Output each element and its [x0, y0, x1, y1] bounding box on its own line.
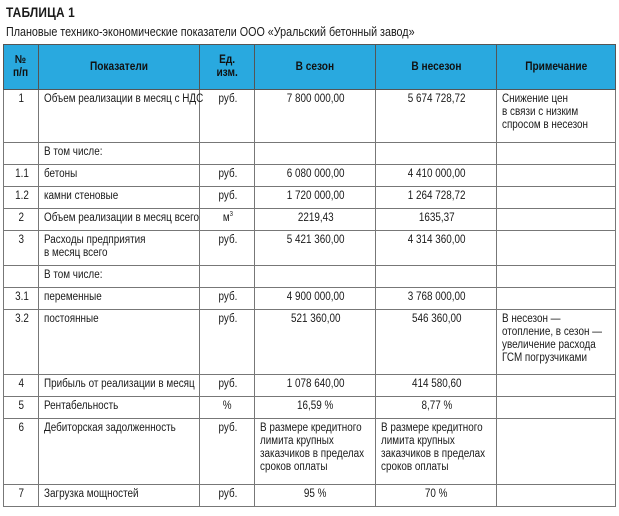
table-row — [4, 143, 616, 165]
row-season: 1 078 640,00 — [255, 375, 376, 397]
row-unit: руб. — [200, 485, 255, 507]
table-row — [4, 209, 616, 231]
row-num: 1.1 — [4, 165, 39, 187]
row-num: 6 — [4, 419, 39, 485]
table-row — [4, 288, 616, 310]
header-indicator: Показатели — [39, 45, 200, 90]
row-indicator: переменные — [39, 288, 200, 310]
row-num — [4, 143, 39, 165]
row-offseason: 1635,37 — [376, 209, 497, 231]
row-unit — [200, 266, 255, 288]
row-note — [497, 209, 616, 231]
row-offseason: В размере кредитного лимита крупных заказчиков в пределах сроков оплаты — [376, 419, 497, 485]
row-note — [497, 143, 616, 165]
row-season: 521 360,00 — [255, 310, 376, 375]
row-num: 3.2 — [4, 310, 39, 375]
row-unit: $м^3$ — [200, 209, 255, 231]
row-note — [497, 288, 616, 310]
row-num: 1 — [4, 90, 39, 143]
row-offseason: 3 768 000,00 — [376, 288, 497, 310]
row-unit: руб. — [200, 375, 255, 397]
row-note: В несезон — отопление, в сезон — увеличение расхода ГСМ погрузчиками — [497, 310, 616, 375]
row-indicator: Прибыль от реализации в месяц — [39, 375, 200, 397]
table-title: ТАБЛИЦА 1 — [6, 5, 75, 20]
row-offseason: 5 674 728,72 — [376, 90, 497, 143]
row-season: 6 080 000,00 — [255, 165, 376, 187]
row-indicator: Загрузка мощностей — [39, 485, 200, 507]
table-row — [4, 397, 616, 419]
row-unit: руб. — [200, 187, 255, 209]
row-offseason: 8,77 % — [376, 397, 497, 419]
header-season: В сезон — [255, 45, 376, 90]
header-note: Примечание — [497, 45, 616, 90]
row-season: 16,59 % — [255, 397, 376, 419]
table-row — [4, 90, 616, 143]
row-num: 5 — [4, 397, 39, 419]
row-indicator: Объем реализации в месяц всего — [39, 209, 200, 231]
row-season: В размере кредитного лимита крупных заказчиков в пределах сроков оплаты — [255, 419, 376, 485]
row-note — [497, 231, 616, 266]
row-indicator: Объем реализации в месяц с НДС — [39, 90, 200, 143]
row-unit: руб. — [200, 231, 255, 266]
row-num: 3.1 — [4, 288, 39, 310]
row-indicator: постоянные — [39, 310, 200, 375]
row-offseason: 414 580,60 — [376, 375, 497, 397]
table-row — [4, 485, 616, 507]
row-season: 4 900 000,00 — [255, 288, 376, 310]
row-indicator: Рентабельность — [39, 397, 200, 419]
row-unit: руб. — [200, 90, 255, 143]
header-row — [4, 45, 616, 90]
row-offseason — [376, 143, 497, 165]
row-unit: % — [200, 397, 255, 419]
row-note — [497, 187, 616, 209]
row-indicator: камни стеновые — [39, 187, 200, 209]
row-unit — [200, 143, 255, 165]
indicators-table — [3, 44, 616, 507]
table-row — [4, 375, 616, 397]
row-season: 2219,43 — [255, 209, 376, 231]
row-num — [4, 266, 39, 288]
table-row — [4, 266, 616, 288]
row-unit: руб. — [200, 419, 255, 485]
row-indicator: В том числе: — [39, 143, 200, 165]
row-num: 7 — [4, 485, 39, 507]
row-indicator: бетоны — [39, 165, 200, 187]
row-unit: руб. — [200, 310, 255, 375]
row-indicator: Расходы предприятия в месяц всего — [39, 231, 200, 266]
row-note — [497, 375, 616, 397]
row-note — [497, 266, 616, 288]
row-offseason: 4 314 360,00 — [376, 231, 497, 266]
header-unit: Ед. изм. — [200, 45, 255, 90]
header-offseason: В несезон — [376, 45, 497, 90]
row-num: 4 — [4, 375, 39, 397]
row-note — [497, 165, 616, 187]
header-num: № п/п — [4, 45, 39, 90]
row-unit: руб. — [200, 165, 255, 187]
row-season: 7 800 000,00 — [255, 90, 376, 143]
table-row — [4, 310, 616, 375]
row-offseason — [376, 266, 497, 288]
row-indicator: Дебиторская задолженность — [39, 419, 200, 485]
row-note — [497, 485, 616, 507]
row-season — [255, 143, 376, 165]
row-season — [255, 266, 376, 288]
row-note — [497, 397, 616, 419]
row-indicator: В том числе: — [39, 266, 200, 288]
row-num: 2 — [4, 209, 39, 231]
row-num: 3 — [4, 231, 39, 266]
row-note — [497, 419, 616, 485]
row-offseason: 70 % — [376, 485, 497, 507]
table-row — [4, 187, 616, 209]
row-season: 5 421 360,00 — [255, 231, 376, 266]
table-row — [4, 419, 616, 485]
table-row — [4, 231, 616, 266]
row-offseason: 1 264 728,72 — [376, 187, 497, 209]
row-offseason: 4 410 000,00 — [376, 165, 497, 187]
row-season: 95 % — [255, 485, 376, 507]
table-subtitle: Плановые технико-экономические показатели ООО «Уральский бетонный завод» — [6, 25, 415, 39]
row-offseason: 546 360,00 — [376, 310, 497, 375]
row-num: 1.2 — [4, 187, 39, 209]
table-row — [4, 165, 616, 187]
row-unit: руб. — [200, 288, 255, 310]
row-note: Снижение цен в связи с низким спросом в несезон — [497, 90, 616, 143]
row-season: 1 720 000,00 — [255, 187, 376, 209]
